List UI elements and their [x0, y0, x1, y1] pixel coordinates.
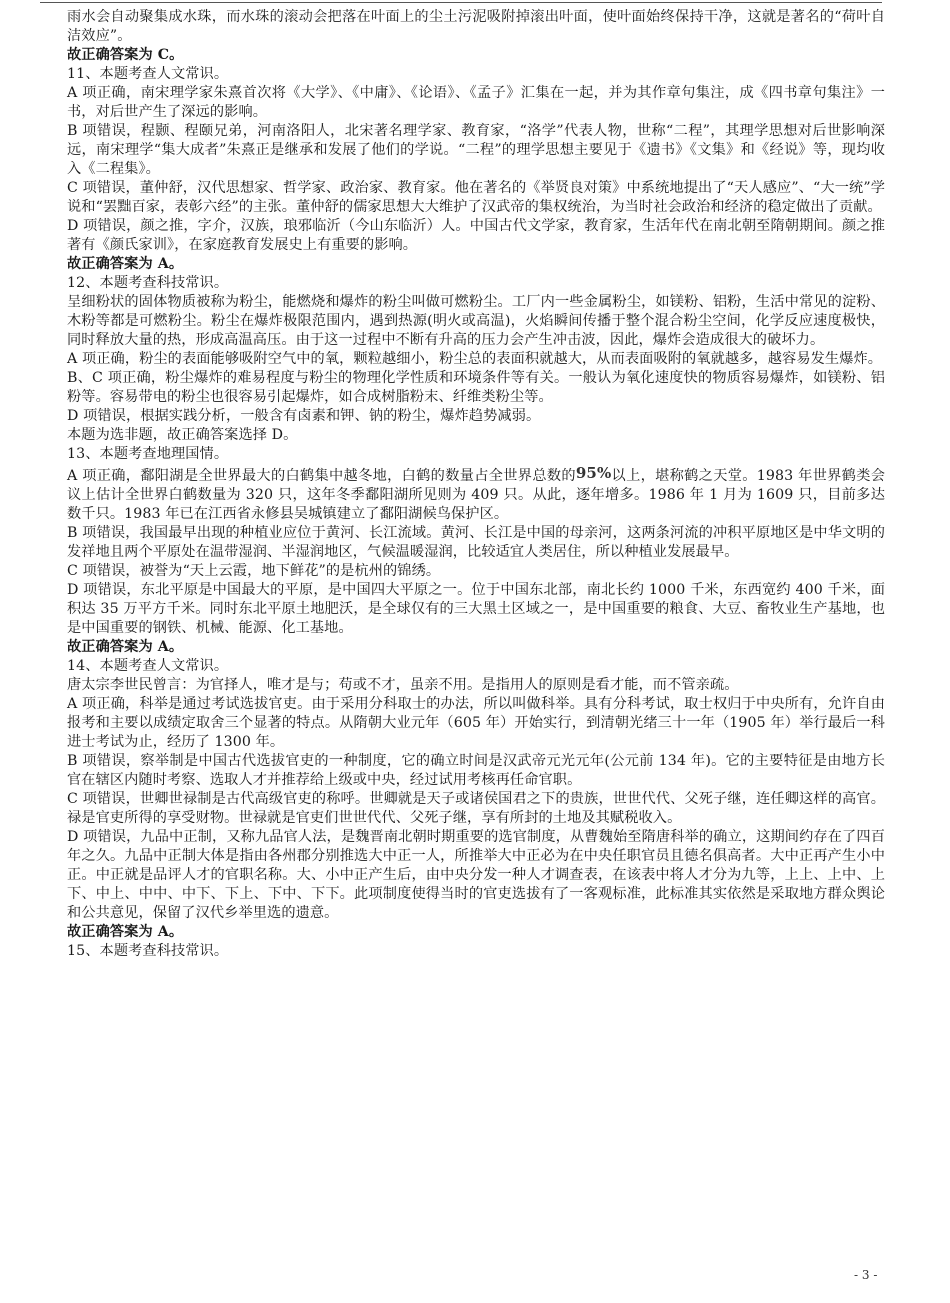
paragraph — [67, 179, 885, 217]
paragraph-text: B 项错误，程颢、程颐兄弟，河南洛阳人，北宋著名理学家、教育家，“洛学”代表人物，世称“二程”，其理学思想对后世影响深远，南宋理学“集大成者”朱熹正是继承和发展了他们的学说。“二程”的理学思想主要见于《遗书》《文集》和《经说》等，现均收入《二程集》。 — [67, 123, 885, 177]
paragraph-text: A 项正确，南宋理学家朱熹首次将《大学》、《中庸》、《论语》、《孟子》汇集在一起，并为其作章句集注，成《四书章句集注》一书，对后世产生了深远的影响。 — [67, 85, 885, 120]
paragraph — [67, 942, 885, 961]
paragraph — [67, 369, 885, 407]
paragraph — [67, 524, 885, 562]
paragraph — [67, 790, 885, 828]
paragraph — [67, 84, 885, 122]
percentage-figure: 95% — [575, 464, 612, 482]
paragraph-text: C 项错误，世卿世禄制是古代高级官吏的称呼。世卿就是天子或诸侯国君之下的贵族，世世代代、父死子继，连任卿这样的高官。禄是官吏所得的享受财物。世禄就是官吏们世世代代、父死子继，享有所封的土地及其赋税收入。 — [67, 791, 885, 826]
paragraph-text: 以上，堪称鹤之天堂。1983 年世界鹤类会议上估计全世界白鹤数量为 320 只，这年冬季鄱阳湖所见则为 409 只。从此，逐年增多。1986 年 1 月为 1609 只，目前多达数千只。1983 年已在江西省永修县吴城镇建立了鄱阳湖候鸟保护区。 — [67, 468, 886, 522]
paragraph-text: B 项错误，察举制是中国古代选拔官吏的一种制度，它的确立时间是汉武帝元光元年(公元前 134 年)。它的主要特征是由地方长官在辖区内随时考察、选取人才并推荐给上级或中央，经过试用考核再任命官职。 — [67, 753, 885, 788]
paragraph-text: 呈细粉状的固体物质被称为粉尘，能燃烧和爆炸的粉尘叫做可燃粉尘。工厂内一些金属粉尘，如镁粉、铝粉，生活中常见的淀粉、木粉等都是可燃粉尘。粉尘在爆炸极限范围内，遇到热源(明火或高温)，火焰瞬间传播于整个混合粉尘空间，化学反应速度极快，同时释放大量的热，形成高温高压。由于这一过程中不断有升高的压力会产生冲击波，因此，爆炸会造成很大的破坏力。 — [67, 294, 885, 348]
paragraph-text: 13、本题考查地理国情。 — [67, 446, 229, 462]
header-rule — [40, 2, 882, 3]
paragraph-text: 本题为选非题，故正确答案选择 D。 — [67, 427, 298, 443]
paragraph-text: 故正确答案为 C。 — [67, 47, 184, 63]
paragraph — [67, 562, 885, 581]
paragraph — [67, 828, 885, 923]
paragraph — [67, 445, 885, 464]
paragraph — [67, 217, 885, 255]
paragraph-text: 故正确答案为 A。 — [67, 256, 184, 272]
paragraph — [67, 581, 885, 638]
paragraph — [67, 274, 885, 293]
paragraph-text: 雨水会自动聚集成水珠，而水珠的滚动会把落在叶面上的尘土污泥吸附掉滚出叶面，使叶面始终保持干净，这就是著名的“荷叶自洁效应”。 — [67, 9, 885, 44]
paragraph — [67, 752, 885, 790]
answer-line — [67, 46, 885, 65]
paragraph-text: 故正确答案为 A。 — [67, 924, 184, 940]
paragraph-text: B 项错误，我国最早出现的种植业应位于黄河、长江流域。黄河、长江是中国的母亲河，这两条河流的冲积平原地区是中华文明的发祥地且两个平原处在温带湿润、半湿润地区，气候温暖湿润，比较适宜人类居住，所以种植业发展最早。 — [67, 525, 885, 560]
paragraph-text: D 项错误，根据实践分析，一般含有卤素和钾、钠的粉尘，爆炸趋势减弱。 — [67, 408, 541, 424]
paragraph — [67, 426, 885, 445]
paragraph-text: D 项错误，颜之推，字介，汉族，琅邪临沂（今山东临沂）人。中国古代文学家，教育家，生活年代在南北朝至隋朝期间。颜之推著有《颜氏家训》，在家庭教育发展史上有重要的影响。 — [67, 218, 885, 253]
paragraph-text: C 项错误，董仲舒，汉代思想家、哲学家、政治家、教育家。他在著名的《举贤良对策》中系统地提出了“天人感应”、“大一统”学说和“罢黜百家，表彰六经”的主张。董仲舒的儒家思想大大维护了汉武帝的集权统治，为当时社会政治和经济的稳定做出了贡献。 — [67, 180, 885, 215]
answer-line — [67, 638, 885, 657]
paragraph-text: D 项错误，东北平原是中国最大的平原，是中国四大平原之一。位于中国东北部，南北长约 1000 千米，东西宽约 400 千米，面积达 35 万平方千米。同时东北平原土地肥沃，是全球仅有的三大黑土区域之一，是中国重要的粮食、大豆、畜牧业生产基地，也是中国重要的钢铁、机械、能源、化工基地。 — [67, 582, 885, 636]
paragraph-text: C 项错误，被誉为“天上云霞，地下鲜花”的是杭州的锦绣。 — [67, 563, 441, 579]
page-number: - 3 - — [854, 1268, 878, 1282]
paragraph-text: 14、本题考查人文常识。 — [67, 658, 229, 674]
paragraph-text: D 项错误，九品中正制，又称九品官人法，是魏晋南北朝时期重要的选官制度，从曹魏始至隋唐科举的确立，这期间约存在了四百年之久。九品中正制大体是指由各州郡分别推选大中正一人，所推举大中正必为在中央任职官员且德名俱高者。大中正再产生小中正。中正就是品评人才的官职名称。大、小中正产生后，由中央分发一种人才调查表，在该表中将人才分为九等，上上、上中、上下、中上、中中、中下、下上、下中、下下。此项制度使得当时的官吏选拔有了一客观标准，此标准其实依然是采取地方群众舆论和公共意见，保留了汉代乡举里选的遗意。 — [67, 829, 885, 921]
paragraph-text: A 项正确，粉尘的表面能够吸附空气中的氧，颗粒越细小，粉尘总的表面积就越大，从而表面吸附的氧就越多，越容易发生爆炸。 — [67, 351, 883, 367]
paragraph — [67, 122, 885, 179]
paragraph — [67, 350, 885, 369]
paragraph-text: A 项正确，科举是通过考试选拔官吏。由于采用分科取士的办法，所以叫做科举。具有分科考试，取士权归于中央所有，允许自由报考和主要以成绩定取舍三个显著的特点。从隋朝大业元年（605 年）开始实行，到清朝光绪三十一年（1905 年）举行最后一科进士考试为止，经历了 1300 年。 — [67, 696, 885, 750]
paragraph — [67, 8, 885, 46]
paragraph — [67, 657, 885, 676]
paragraph-text: A 项正确，鄱阳湖是全世界最大的白鹤集中越冬地，白鹤的数量占全世界总数的 — [67, 468, 576, 484]
paragraph-text: 故正确答案为 A。 — [67, 639, 184, 655]
paragraph — [67, 676, 885, 695]
paragraph-text: 15、本题考查科技常识。 — [67, 943, 229, 959]
answer-explanations — [67, 8, 885, 961]
paragraph-text: B、C 项正确，粉尘爆炸的难易程度与粉尘的物理化学性质和环境条件等有关。一般认为氧化速度快的物质容易爆炸，如镁粉、铝粉等。容易带电的粉尘也很容易引起爆炸，如合成树脂粉末、纤维类粉尘等。 — [67, 370, 885, 405]
paragraph-text: 唐太宗李世民曾言：为官择人，唯才是与；苟或不才，虽亲不用。是指用人的原则是看才能，而不管亲疏。 — [67, 677, 739, 693]
paragraph — [67, 65, 885, 84]
paragraph-text: 12、本题考查科技常识。 — [67, 275, 229, 291]
paragraph — [67, 464, 885, 524]
paragraph — [67, 407, 885, 426]
paragraph-text: 11、本题考查人文常识。 — [67, 66, 229, 82]
paragraph — [67, 293, 885, 350]
paragraph — [67, 695, 885, 752]
answer-line — [67, 255, 885, 274]
answer-line — [67, 923, 885, 942]
